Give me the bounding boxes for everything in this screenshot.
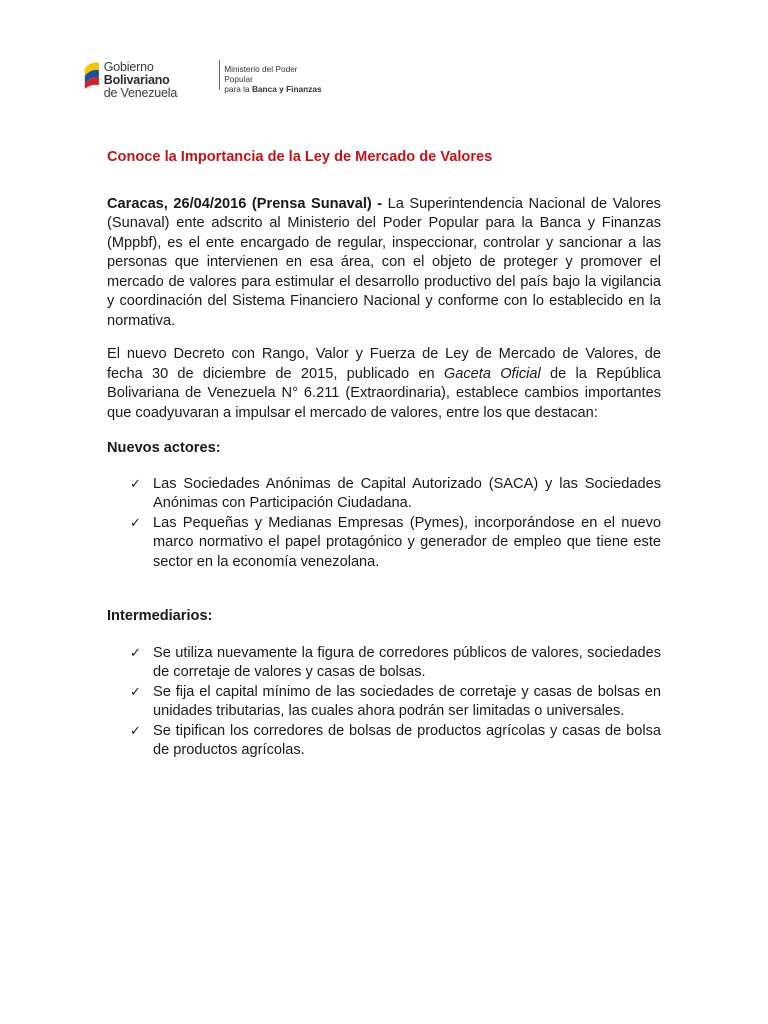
check-icon: ✓ (130, 515, 141, 531)
dateline: Caracas, 26/04/2016 (Prensa Sunaval) - (107, 195, 383, 212)
venezuela-flag-icon (82, 58, 101, 90)
list-item: ✓ Las Pequeñas y Medianas Empresas (Pymes), incorporándose en el nuevo marco normativo el papel protagónico y generador de empleo que tiene este sector en la economía venezolana. (130, 514, 661, 570)
list-item: ✓ Se tipifican los corredores de bolsas de productos agrícolas y casas de bolsa de productos agrícolas. (130, 722, 661, 758)
paragraph-intro: Caracas, 26/04/2016 (Prensa Sunaval) - La Superintendencia Nacional de Valores (Sunaval) ente adscrito al Ministerio del Poder Popular para la Banca y Finanzas (Mppbf), es el ente encargado de regular, inspeccionar, controlar y sancionar a las personas que intervienen en esa área, con el objeto de proteger y promover el mercado de valores para estimular el desarrollo productivo del país bajo la vigilancia y coordinación del Sistema Financiero Nacional y conforme con lo establecido en la normativa. (107, 195, 661, 329)
check-icon: ✓ (130, 476, 141, 492)
ministry-name: Ministerio del Poder Popular para la Banca y Finanzas (224, 64, 322, 94)
article-title: Conoce la Importancia de la Ley de Mercado de Valores (107, 149, 493, 165)
government-name: Gobierno Bolivariano de Venezuela (103, 60, 178, 100)
check-icon: ✓ (130, 684, 141, 700)
list-nuevos-actores (107, 475, 661, 573)
list-item: ✓ Se utiliza nuevamente la figura de corredores públicos de valores, sociedades de corretaje de valores y casas de bolsas. (130, 644, 661, 680)
check-icon: ✓ (130, 645, 141, 661)
header-divider (219, 60, 220, 90)
list-item: ✓ Las Sociedades Anónimas de Capital Autorizado (SACA) y las Sociedades Anónimas con Participación Ciudadana. (130, 475, 661, 511)
paragraph-decree: El nuevo Decreto con Rango, Valor y Fuerza de Ley de Mercado de Valores, de fecha 30 de diciembre de 2015, publicado en Gaceta Oficial de la República Bolivariana de Venezuela N° 6.211 (Extraordinaria), establece cambios importantes que coadyuvaran a impulsar el mercado de valores, entre los que destacan: (107, 346, 661, 421)
article (107, 148, 661, 761)
header-logo (82, 52, 322, 100)
list-intermediarios (107, 644, 661, 761)
section-title-nuevos-actores: Nuevos actores: (107, 440, 221, 456)
check-icon: ✓ (130, 723, 141, 739)
list-item: ✓ Se fija el capital mínimo de las sociedades de corretaje y casas de bolsas en unidades tributarias, las cuales ahora podrán ser limitadas o universales. (130, 683, 661, 719)
section-title-intermediarios: Intermediarios: (107, 608, 213, 624)
